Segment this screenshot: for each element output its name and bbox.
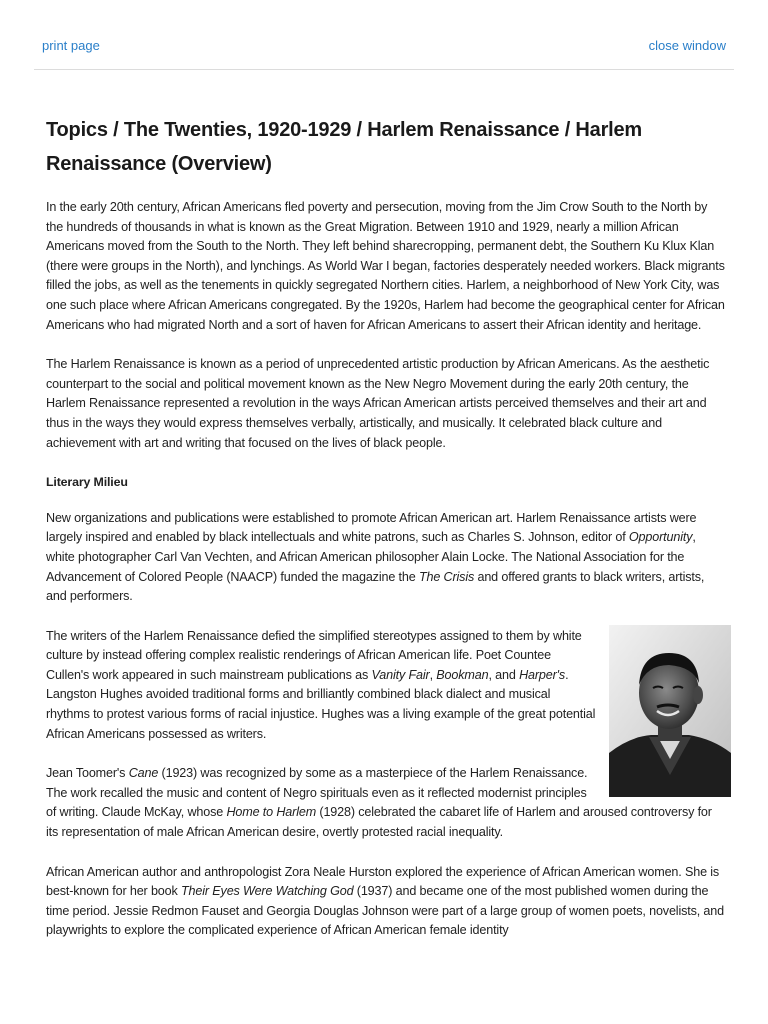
page-title: Topics / The Twenties, 1920-1929 / Harlem Renaissance / Harlem Renaissance (Overview) [46,119,643,175]
paragraph-hurston [46,863,726,941]
portrait-image [609,625,731,797]
wrapped-section [46,627,726,941]
paragraph-harlem-renaissance: The Harlem Renaissance is known as a period of unprecedented artistic production by African Americans. As the aesthetic counterpart to the social and political movement known as the New Negro Movement during the early 20th century, the Harlem Renaissance represented a revolution in the ways African American artists perceived themselves and their art and thus in the ways they would express themselves verbally, artistically, and musically. It celebrated black culture and achievement with art and writing that focused on the lives of black people. [46,357,710,450]
text-run: and offered grants to black writers, artists, and performers. [46,569,705,604]
text-run: . Langston Hughes avoided traditional forms and brilliantly combined black dialect and musical rhythms to protest various forms of racial injustice. Hughes was a living example of the great potential African Americans possessed as writers. [46,667,596,741]
text-run: , and [488,667,520,682]
portrait-photo [609,625,731,797]
italic-title: The Crisis [418,569,475,584]
text-run: The writers of the Harlem Renaissance defied the simplified stereotypes assigned to them by white culture by instead offering complex realistic renderings of African American life. Poet Countee Cullen's work appeared in such mainstream publications as [46,628,582,682]
italic-title: Vanity Fair [371,667,430,682]
section-heading-literary-milieu: Literary Milieu [46,475,128,490]
text-run: , [429,667,437,682]
close-window-link[interactable]: close window [648,38,726,53]
paragraph-great-migration: In the early 20th century, African Americans fled poverty and persecution, moving from the Jim Crow South to the North by the hundreds of thousands in what is known as the Great Migration. Between 1910 and 1929, nearly a million African Americans moved from the South to the North. They left behind sharecropping, permanent debt, the Southern Ku Klux Klan (there were groups in the North), and lynchings. As World War I began, factories desperately needed workers. Black migrants filled the jobs, as well as the tenements in quickly segregated Northern cities. Harlem, a neighborhood of New York City, was one such place where African Americans congregated. By the 1920s, Harlem had become the geographical center for African Americans who had migrated North and a sort of haven for African Americans to assert their African identity and heritage. [46,200,725,332]
text-run: , white photographer Carl Van Vechten, and African American philosopher Alain Locke. The National Association for the Advancement of Colored People (NAACP) funded the magazine the [46,530,696,584]
print-page-link[interactable]: print page [42,38,100,53]
top-toolbar [34,0,734,70]
italic-title: Opportunity [628,530,693,545]
italic-title: Their Eyes Were Watching God [181,884,354,899]
text-run: Jean Toomer's [46,766,129,781]
italic-title: Cane [128,766,159,781]
text-run: (1928) celebrated the cabaret life of Harlem and aroused controversy for its representation of male African American desire, overtly protested racial inequality. [46,805,712,840]
italic-title: Harper's [519,667,566,682]
text-run: (1923) was recognized by some as a masterpiece of the Harlem Renaissance. The work recalled the music and content of Negro spirituals even as it reflected modernist principles of writing. Claude McKay, whose [46,766,588,820]
text-run: African American author and anthropologist Zora Neale Hurston explored the experience of African American women. She is best-known for her book [46,864,720,899]
article-content [46,113,726,941]
text-run: (1937) and became one of the most published women during the time period. Jessie Redmon Fauset and Georgia Douglas Johnson were part of a large group of women poets, novelists, and playwrights to explore the complicated experience of African American female identity [46,884,724,938]
italic-title: Home to Harlem [226,805,317,820]
text-run: New organizations and publications were established to promote African American art. Harlem Renaissance artists were largely inspired and enabled by black intellectuals and white patrons, such as Charles S. Johnson, editor of [46,510,697,545]
paragraph-organizations [46,509,726,607]
italic-title: Bookman [436,667,489,682]
